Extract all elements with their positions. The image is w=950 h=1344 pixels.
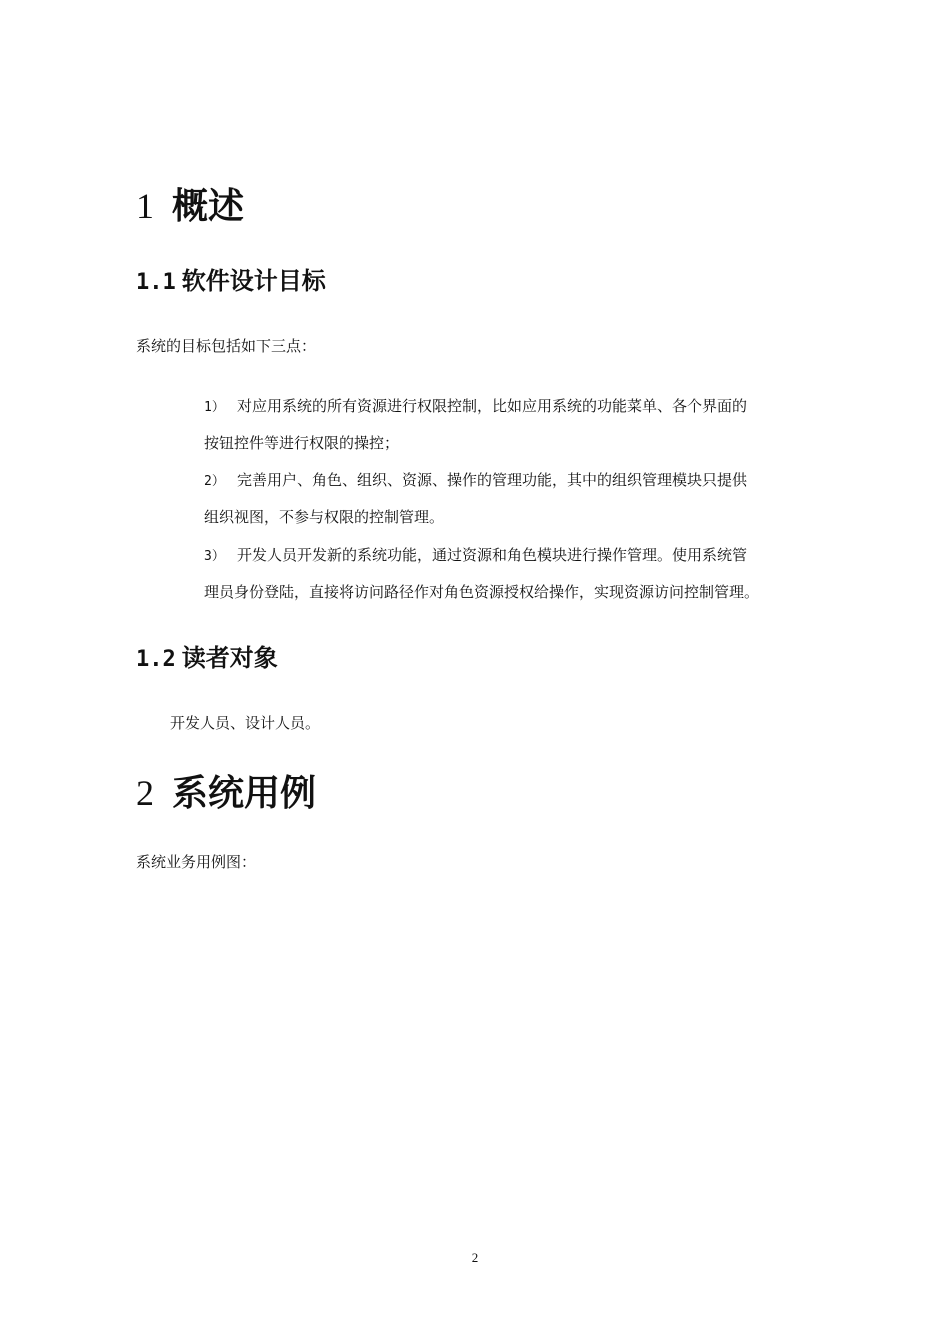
goal-item-2-text: 完善用户、角色、组织、资源、操作的管理功能，其中的组织管理模块只提供 xyxy=(237,471,748,489)
section-1-1-title: 软件设计目标 xyxy=(181,267,326,295)
section-1-2-number: 1.2 xyxy=(136,647,176,672)
section-1-1-heading xyxy=(136,266,326,298)
goal-item-2-line-2: 组织视图，不参与权限的控制管理。 xyxy=(204,508,445,526)
section-1-number: 1 xyxy=(136,186,154,226)
section-1-2-title: 读者对象 xyxy=(181,644,278,672)
goal-item-3-line-2: 理员身份登陆，直接将访问路径作对角色资源授权给操作，实现资源访问控制管理。 xyxy=(204,583,760,601)
goals-intro: 系统的目标包括如下三点： xyxy=(136,337,317,355)
section-2-title: 系统用例 xyxy=(172,773,317,814)
readers-text: 开发人员、设计人员。 xyxy=(170,714,321,732)
section-2-heading xyxy=(136,771,316,816)
goal-item-1-marker: 1） xyxy=(204,400,225,415)
section-1-title: 概述 xyxy=(172,186,245,227)
goal-item-3-text: 开发人员开发新的系统功能，通过资源和角色模块进行操作管理。使用系统管 xyxy=(237,546,748,564)
section-1-heading xyxy=(136,184,244,229)
section-2-number: 2 xyxy=(136,773,154,813)
use-case-intro: 系统业务用例图： xyxy=(136,853,257,871)
page-number: 2 xyxy=(471,1250,479,1265)
goal-item-1-text: 对应用系统的所有资源进行权限控制，比如应用系统的功能菜单、各个界面的 xyxy=(237,397,748,415)
goal-item-3-line-1 xyxy=(204,545,747,567)
section-1-2-heading xyxy=(136,643,278,675)
goal-item-1-line-1 xyxy=(204,396,747,418)
section-1-1-number: 1.1 xyxy=(136,270,176,295)
goal-item-3-marker: 3） xyxy=(204,549,225,564)
goal-item-1-line-2: 按钮控件等进行权限的操控； xyxy=(204,434,400,452)
goal-item-2-line-1 xyxy=(204,470,747,492)
goal-item-2-marker: 2） xyxy=(204,474,225,489)
